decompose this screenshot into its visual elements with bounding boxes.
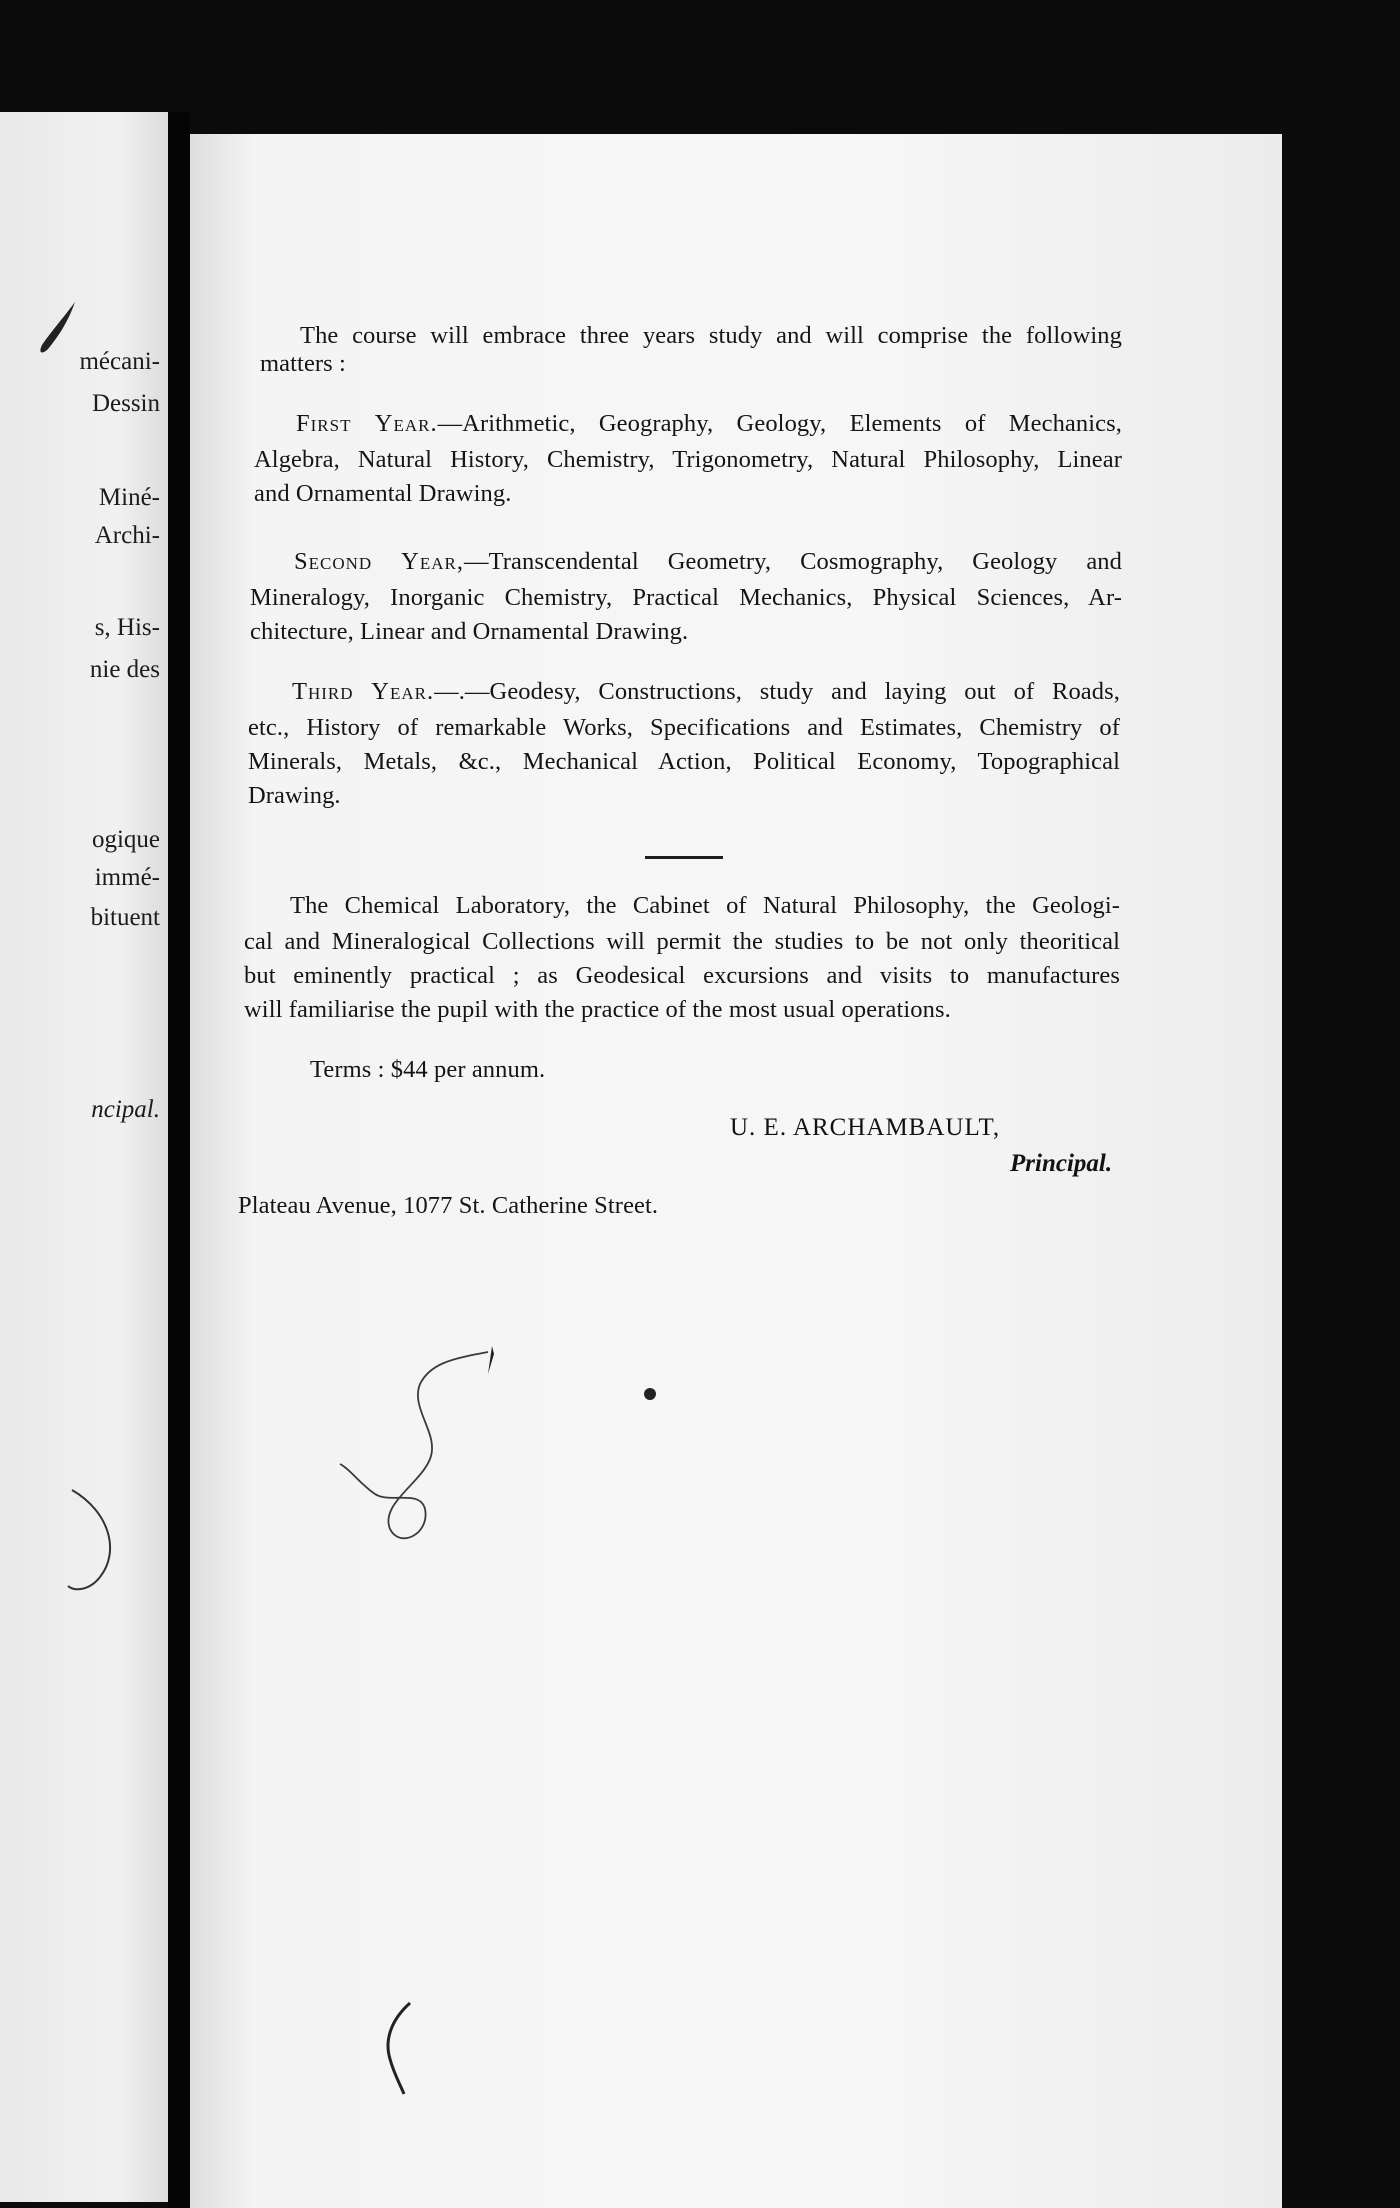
- left-page-fragment: ncipal.: [91, 1096, 160, 1123]
- ink-mark-small: [480, 1344, 500, 1378]
- signature-name: U. E. ARCHAMBAULT,: [730, 1114, 1001, 1141]
- terms-line: Terms : $44 per annum.: [310, 1056, 546, 1083]
- third-year-heading: Third Year.: [292, 678, 435, 705]
- left-page-fragment: immé-: [94, 864, 160, 891]
- laboratory-line-1: The Chemical Laboratory, the Cabinet of Natural Philosophy, the Geologi-: [290, 892, 1120, 919]
- left-page-fragment: nie des: [89, 656, 160, 683]
- first-year-heading: First Year.: [296, 410, 438, 437]
- laboratory-line-4: will familiarise the pupil with the practice of the most usual operations.: [244, 996, 951, 1023]
- address-line: Plateau Avenue, 1077 St. Catherine Street.: [238, 1192, 659, 1219]
- hair-curve-bottom: [370, 1999, 430, 2099]
- right-page: [190, 134, 1282, 2208]
- left-page-fragment: Archi-: [94, 522, 160, 549]
- left-page-fragment: bituent: [90, 904, 160, 931]
- signature-title: Principal.: [1010, 1150, 1113, 1177]
- first-year-line-2: Algebra, Natural History, Chemistry, Trigonometry, Natural Philosophy, Linear: [254, 446, 1122, 473]
- section-divider-rule: [645, 856, 723, 859]
- hair-curve-left: [50, 1482, 120, 1602]
- ink-mark-left-top: [30, 297, 80, 377]
- third-year-line-4: Drawing.: [248, 782, 341, 809]
- laboratory-line-3: but eminently practical ; as Geodesical excursions and visits to manufactures: [244, 962, 1120, 989]
- second-year-line-1: [294, 548, 1122, 576]
- left-page-fragment: mécani-: [79, 348, 160, 375]
- second-year-heading: Second Year,: [294, 548, 464, 575]
- first-year-line-3: and Ornamental Drawing.: [254, 480, 512, 507]
- third-year-line-2: etc., History of remarkable Works, Specifications and Estimates, Chemistry of: [248, 714, 1120, 741]
- left-facing-page: [0, 112, 168, 2202]
- second-year-line-3: chitecture, Linear and Ornamental Drawing.: [250, 618, 689, 645]
- third-year-line-1-text: —.—Geodesy, Constructions, study and laying out of Roads,: [434, 678, 1120, 705]
- ink-speck: [640, 1384, 660, 1404]
- first-year-line-1-text: —Arithmetic, Geography, Geology, Elements of Mechanics,: [437, 410, 1122, 437]
- left-page-fragment: s, His-: [94, 614, 160, 641]
- left-page-fragment: ogique: [91, 826, 160, 853]
- left-page-fragment: Dessin: [91, 390, 160, 417]
- scan-edge-right: [1282, 134, 1400, 2208]
- second-year-line-2: Mineralogy, Inorganic Chemistry, Practical Mechanics, Physical Sciences, Ar-: [250, 584, 1122, 611]
- third-year-line-1: [292, 678, 1120, 706]
- second-year-line-1-text: —Transcendental Geometry, Cosmography, Geology and: [463, 548, 1122, 575]
- left-page-fragment: Miné-: [98, 484, 160, 511]
- laboratory-line-2: cal and Mineralogical Collections will permit the studies to be not only theoritical: [244, 928, 1120, 955]
- intro-line-2: matters :: [260, 350, 346, 377]
- third-year-line-3: Minerals, Metals, &c., Mechanical Action, Political Economy, Topographical: [248, 748, 1120, 775]
- first-year-line-1: [296, 410, 1122, 438]
- intro-line-1: The course will embrace three years study and will comprise the following: [300, 322, 1122, 349]
- page-gutter: [168, 112, 190, 2208]
